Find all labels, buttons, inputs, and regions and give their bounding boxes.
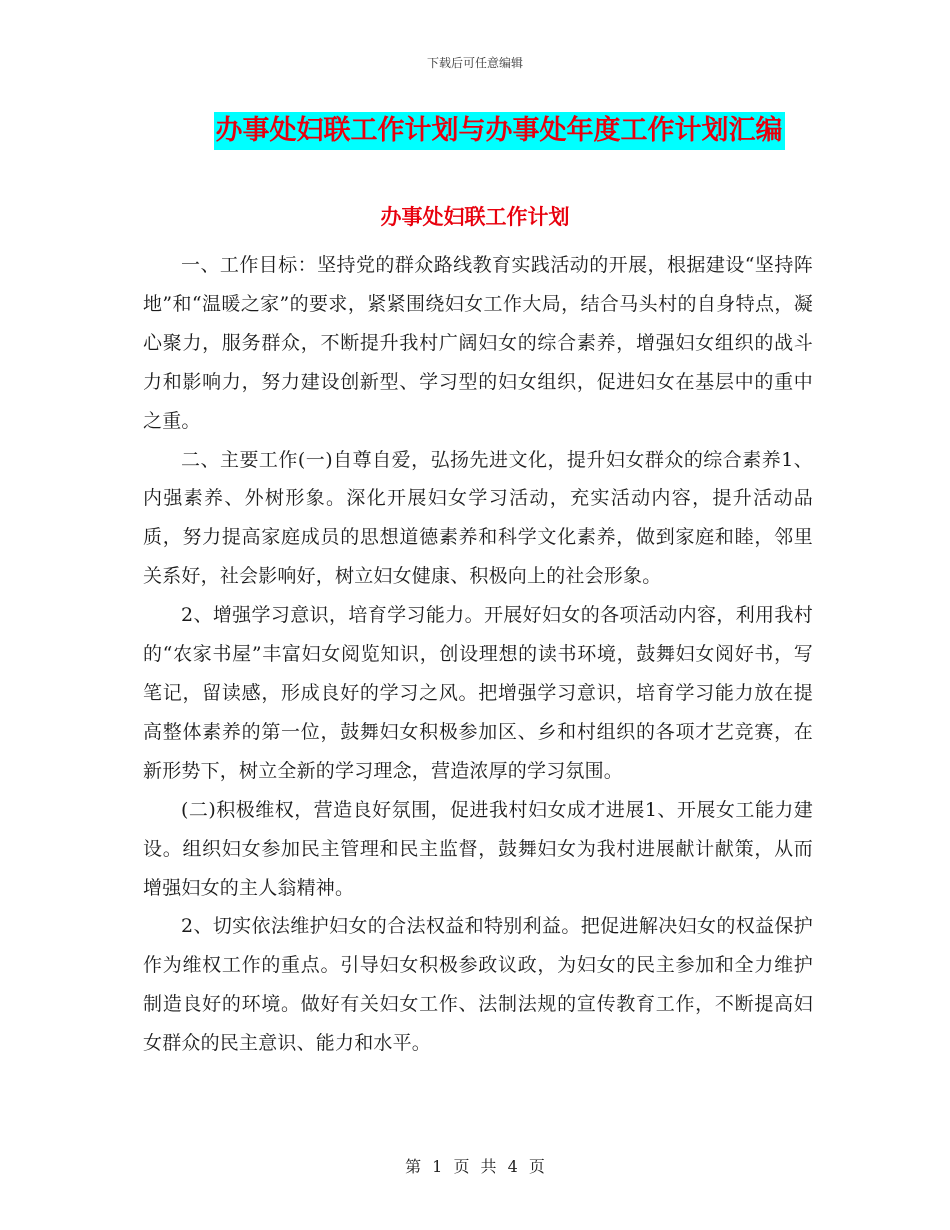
document-title-container xyxy=(0,112,950,150)
paragraph: (二)积极维权，营造良好氛围，促进我村妇女成才进展1、开展女工能力建设。组织妇女参加民主管理和民主监督，鼓舞妇女为我村进展献计献策，从而增强妇女的主人翁精神。 xyxy=(143,798,813,899)
document-body xyxy=(143,246,813,1063)
paragraph: 一、工作目标：坚持党的群众路线教育实践活动的开展，根据建设“坚持阵地”和“温暖之家”的要求，紧紧围绕妇女工作大局，结合马头村的自身特点，凝心聚力，服务群众，不断提升我村广阔妇女的综合素养，增强妇女组织的战斗力和影响力，努力建设创新型、学习型的妇女组织，促进妇女在基层中的重中之重。 xyxy=(143,254,813,432)
document-title: 办事处妇联工作计划与办事处年度工作计划汇编 xyxy=(214,112,785,150)
paragraph: 2、增强学习意识，培育学习能力。开展好妇女的各项活动内容，利用我村的“农家书屋”丰富妇女阅览知识，创设理想的读书环境，鼓舞妇女阅好书，写笔记，留读感，形成良好的学习之风。把增强学习意识，培育学习能力放在提高整体素养的第一位，鼓舞妇女积极参加区、乡和村组织的各项才艺竞赛，在新形势下，树立全新的学习理念，营造浓厚的学习氛围。 xyxy=(143,604,813,782)
header-note: 下载后可任意编辑 xyxy=(426,56,523,70)
paragraph: 2、切实依法维护妇女的合法权益和特别利益。把促进解决妇女的权益保护作为维权工作的重点。引导妇女积极参政议政，为妇女的民主参加和全力维护制造良好的环境。做好有关妇女工作、法制法规的宣传教育工作，不断提高妇女群众的民主意识、能力和水平。 xyxy=(143,915,813,1055)
section-title: 办事处妇联工作计划 xyxy=(380,204,570,229)
paragraph: 二、主要工作(一)自尊自爱，弘扬先进文化，提升妇女群众的综合素养1、内强素养、外树形象。深化开展妇女学习活动，充实活动内容，提升活动品质，努力提高家庭成员的思想道德素养和科学文化素养，做到家庭和睦，邻里关系好，社会影响好，树立妇女健康、积极向上的社会形象。 xyxy=(143,448,813,588)
page-footer: 第 1 页 共 4 页 xyxy=(405,1157,545,1176)
